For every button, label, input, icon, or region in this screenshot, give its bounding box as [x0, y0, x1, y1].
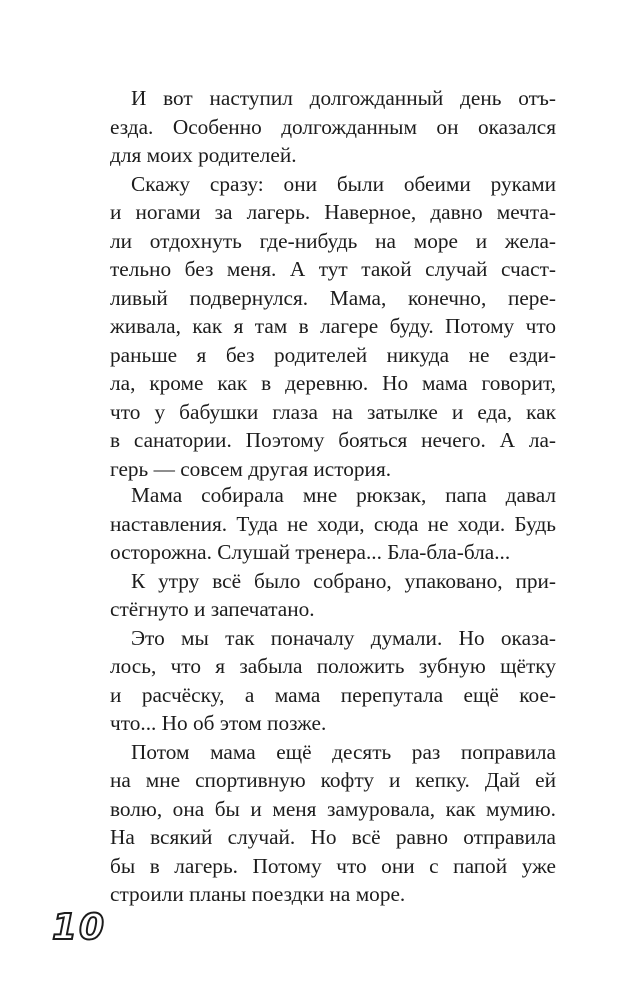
- text-line: К утру всё было собрано, упаковано, при-: [131, 568, 556, 593]
- text-line: герь — совсем другая история.: [110, 456, 392, 481]
- text-line: Скажу сразу: они были обеими руками: [131, 171, 556, 196]
- text-line: бы в лагерь. Потому что они с папой уже: [110, 853, 556, 878]
- text-line: Потом мама ещё десять раз поправила: [131, 739, 556, 764]
- text-line: раньше я без родителей никуда не езди-: [110, 342, 556, 367]
- text-line: волю, она бы и меня замуровала, как мумию.: [110, 796, 556, 821]
- text-line: в санатории. Поэтому бояться нечего. А ла-: [110, 428, 556, 452]
- text-line: строили планы поездки на море.: [110, 882, 406, 906]
- text-section-1: [110, 84, 556, 483]
- text-line: что... Но об этом позже.: [110, 711, 327, 735]
- text-line: живала, как я там в лагере буду. Потому что: [110, 314, 556, 338]
- text-line: и ногами за лагерь. Наверное, давно мечта-: [110, 200, 556, 224]
- text-line: осторожна. Слушай тренера... Бла-бла-бла...: [110, 540, 511, 564]
- text-line: что у бабушки глаза на затылке и еда, как: [110, 399, 556, 424]
- text-line: тельно без меня. А тут такой случай счаст-: [110, 257, 556, 281]
- text-line: стёгнуто и запечатано.: [110, 597, 315, 621]
- text-line: Это мы так поначалу думали. Но оказа-: [131, 625, 556, 650]
- page-number: 10: [52, 907, 107, 948]
- text-line: ли отдохнуть где-нибудь на море и жела-: [110, 228, 556, 253]
- text-line: лось, что я забыла положить зубную щётку: [110, 654, 556, 678]
- text-line: ливый подвернулся. Мама, конечно, пере-: [110, 285, 556, 310]
- text-line: на мне спортивную кофту и кепку. Дай ей: [110, 768, 556, 792]
- text-line: езда. Особенно долгожданным он оказался: [110, 114, 556, 139]
- text-line: и расчёску, а мама перепутала ещё кое-: [110, 682, 556, 707]
- text-line: для моих родителей.: [110, 143, 297, 167]
- text-line: И вот наступил долгожданный день отъ-: [131, 86, 556, 110]
- text-line: ла, кроме как в деревню. Но мама говорит,: [110, 371, 556, 395]
- text-line: На всякий случай. Но всё равно отправила: [110, 825, 556, 849]
- text-line: наставления. Туда не ходи, сюда не ходи. Будь: [110, 511, 556, 536]
- text-section-2: [110, 481, 556, 909]
- text-line: Мама собирала мне рюкзак, папа давал: [131, 483, 556, 507]
